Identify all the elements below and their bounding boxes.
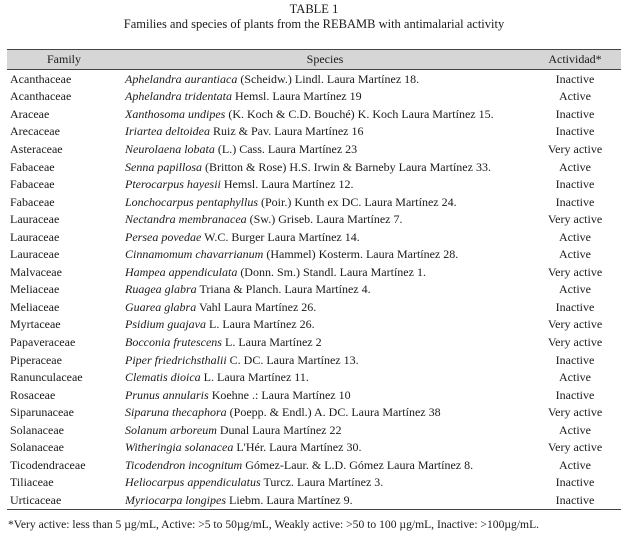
cell-activity: Very active [547,212,603,227]
table-row [7,281,621,299]
cell-activity: Inactive [529,491,621,509]
cell-family: Ranunculaceae [10,370,83,385]
cell-family: Fabaceae [10,159,55,174]
species-authority-voucher: (Scheidw.) Lindl. Laura Martínez 18. [237,71,420,86]
cell-family: Tiliaceae [10,475,54,490]
cell-species [121,333,529,351]
table-body [7,70,621,510]
cell-activity: Inactive [555,352,595,367]
column-header-species: Species [121,50,529,70]
cell-species [121,193,529,211]
species-authority-voucher: Vahl Laura Martínez 26. [196,299,317,314]
cell-species [121,263,529,281]
cell-species [121,140,529,158]
cell-species [121,298,529,316]
species-authority-voucher: Triana & Planch. Laura Martínez 4. [196,282,371,297]
cell-family: Malvaceae [10,264,62,279]
table-row [7,403,621,421]
cell-activity: Very active [547,141,603,156]
cell-activity: Inactive [555,177,595,192]
cell-species [121,316,529,334]
species-scientific-name: Clematis dioica [125,370,201,385]
cell-activity: Inactive [555,387,595,402]
cell-activity: Very active [547,440,603,455]
cell-species [121,351,529,369]
table-row [7,193,621,211]
cell-family: Fabaceae [10,177,55,192]
cell-family: Meliaceae [10,282,60,297]
cell-species [121,123,529,141]
species-authority-voucher: (K. Koch & C.D. Bouché) K. Koch Laura Martínez 15. [225,106,494,121]
column-header-family: Family [7,50,121,70]
cell-species [121,368,529,386]
cell-activity: Active [559,282,591,297]
species-authority-voucher: Turcz. Laura Martínez 3. [260,475,384,490]
cell-species [121,70,529,88]
species-authority-voucher: Dunal Laura Martínez 22 [216,422,342,437]
table-row [7,245,621,263]
species-scientific-name: Ruagea glabra [125,282,197,297]
species-scientific-name: Prunus annularis [125,387,209,402]
cell-family: Asteraceae [10,141,63,156]
cell-activity: Active [559,422,591,437]
species-authority-voucher: (Donn. Sm.) Standl. Laura Martínez 1. [237,264,426,279]
cell-species [121,228,529,246]
cell-activity: Active [559,247,591,262]
cell-activity: Inactive [555,71,595,86]
cell-activity: Active [559,159,591,174]
table-label: TABLE 1 [289,2,339,16]
cell-activity: Very active [547,334,603,349]
cell-activity: Very active [547,317,603,332]
cell-activity: Very active [547,264,603,279]
cell-family: Meliaceae [10,299,60,314]
cell-activity: Inactive [555,475,595,490]
cell-family: Arecaceae [10,124,60,139]
cell-species [121,491,529,509]
cell-species [121,474,529,492]
species-authority-voucher: (Sw.) Griseb. Laura Martínez 7. [246,212,403,227]
cell-species [121,386,529,404]
data-table [7,49,621,510]
cell-family: Acanthaceae [10,71,72,86]
table-footnote: *Very active: less than 5 µg/mL, Active: >5 to 50µg/mL, Weakly active: >50 to 100 µg/mL, Inactive: >100µg/mL. [8,518,540,531]
species-authority-voucher: L'Hér. Laura Martínez 30. [233,440,362,455]
cell-species [121,438,529,456]
table-row [7,456,621,474]
table-row [7,438,621,456]
species-authority-voucher: W.C. Burger Laura Martínez 14. [201,229,360,244]
cell-activity: Active [559,457,591,472]
cell-family: Lauraceae [10,212,60,227]
cell-species [121,175,529,193]
cell-activity: Inactive [555,194,595,209]
species-authority-voucher: L. Laura Martínez 11. [200,370,309,385]
cell-family: Myrtaceae [10,317,61,332]
species-scientific-name: Nectandra membranacea [125,212,247,227]
species-scientific-name: Cinnamomum chavarrianum [125,247,264,262]
table-row [7,333,621,351]
table-row [7,368,621,386]
cell-family: Lauraceae [10,247,60,262]
species-authority-voucher: Ruiz & Pav. Laura Martínez 16 [209,124,364,139]
species-authority-voucher: Liebm. Laura Martínez 9. [226,492,353,507]
data-table-container [7,49,621,510]
table-row [7,316,621,334]
table-header-row [7,50,621,70]
cell-activity: Inactive [555,106,595,121]
species-authority-voucher: Hemsl. Laura Martínez 19 [232,89,362,104]
cell-family: Solanaceae [10,440,64,455]
species-scientific-name: Siparuna thecaphora [125,405,227,420]
species-scientific-name: Persea povedae [125,229,202,244]
species-authority-voucher: Koehne .: Laura Martínez 10 [208,387,351,402]
species-scientific-name: Bocconia frutescens [125,334,222,349]
table-row [7,474,621,492]
cell-species [121,245,529,263]
table-title: Families and species of plants from the REBAMB with antimalarial activity [123,17,505,31]
species-scientific-name: Myriocarpa longipes [125,492,226,507]
table-row [7,88,621,106]
species-authority-voucher: L. Laura Martínez 26. [206,317,315,332]
cell-activity: Inactive [555,124,595,139]
cell-species [121,456,529,474]
species-scientific-name: Heliocarpus appendiculatus [125,475,261,490]
species-authority-voucher: (L.) Cass. Laura Martínez 23 [214,141,358,156]
table-row [7,263,621,281]
species-scientific-name: Xanthosoma undipes [125,106,226,121]
cell-family: Urticaceae [7,491,121,509]
table-header [7,50,621,70]
table-row [7,386,621,404]
cell-family: Siparunaceae [10,405,74,420]
cell-family: Fabaceae [10,194,55,209]
cell-activity: Active [559,89,591,104]
species-scientific-name: Lonchocarpus pentaphyllus [125,194,258,209]
column-header-activity: Actividad* [529,50,621,70]
cell-family: Lauraceae [10,229,60,244]
cell-species [121,105,529,123]
cell-activity: Active [559,370,591,385]
table-row [7,491,621,509]
species-authority-voucher: (Poepp. & Endl.) A. DC. Laura Martínez 38 [226,405,441,420]
cell-family: Rosaceae [10,387,56,402]
table-row [7,140,621,158]
species-authority-voucher: L. Laura Martínez 2 [221,334,322,349]
table-row [7,351,621,369]
cell-family: Piperaceae [10,352,62,367]
table-row [7,105,621,123]
cell-species [121,88,529,106]
cell-activity: Inactive [555,299,595,314]
species-authority-voucher: Hemsl. Laura Martínez 12. [220,177,354,192]
table-row [7,210,621,228]
species-authority-voucher: (Poir.) Kunth ex DC. Laura Martínez 24. [258,194,457,209]
species-authority-voucher: (Britton & Rose) H.S. Irwin & Barneby Laura Martínez 33. [202,159,491,174]
table-row [7,175,621,193]
species-scientific-name: Ticodendron incognitum [125,457,243,472]
cell-species [121,403,529,421]
species-scientific-name: Aphelandra aurantiaca [125,71,238,86]
species-scientific-name: Hampea appendiculata [125,264,238,279]
species-scientific-name: Solanum arboreum [125,422,217,437]
species-scientific-name: Neurolaena lobata [125,141,215,156]
cell-activity: Active [559,229,591,244]
cell-family: Acanthaceae [10,89,72,104]
table-row [7,228,621,246]
table-row [7,70,621,88]
table-row [7,298,621,316]
cell-species [121,281,529,299]
cell-family: Araceae [10,106,50,121]
species-scientific-name: Pterocarpus hayesii [125,177,221,192]
species-scientific-name: Guarea glabra [125,299,197,314]
species-scientific-name: Senna papillosa [125,159,202,174]
cell-species [121,421,529,439]
cell-activity: Very active [547,405,603,420]
table-row [7,123,621,141]
cell-family: Ticodendraceae [10,457,86,472]
species-scientific-name: Psidium guajava [125,317,206,332]
cell-family: Papaveraceae [10,334,76,349]
cell-species [121,158,529,176]
species-scientific-name: Aphelandra tridentata [125,89,232,104]
species-authority-voucher: Gómez-Laur. & L.D. Gómez Laura Martínez 8. [242,457,474,472]
species-scientific-name: Iriartea deltoidea [125,124,210,139]
table-row [7,158,621,176]
table-row [7,421,621,439]
species-authority-voucher: (Hammel) Kosterm. Laura Martínez 28. [263,247,459,262]
species-scientific-name: Witheringia solanacea [125,440,234,455]
cell-species [121,210,529,228]
cell-family: Solanaceae [10,422,64,437]
species-scientific-name: Piper friedrichsthalii [125,352,227,367]
species-authority-voucher: C. DC. Laura Martínez 13. [226,352,359,367]
